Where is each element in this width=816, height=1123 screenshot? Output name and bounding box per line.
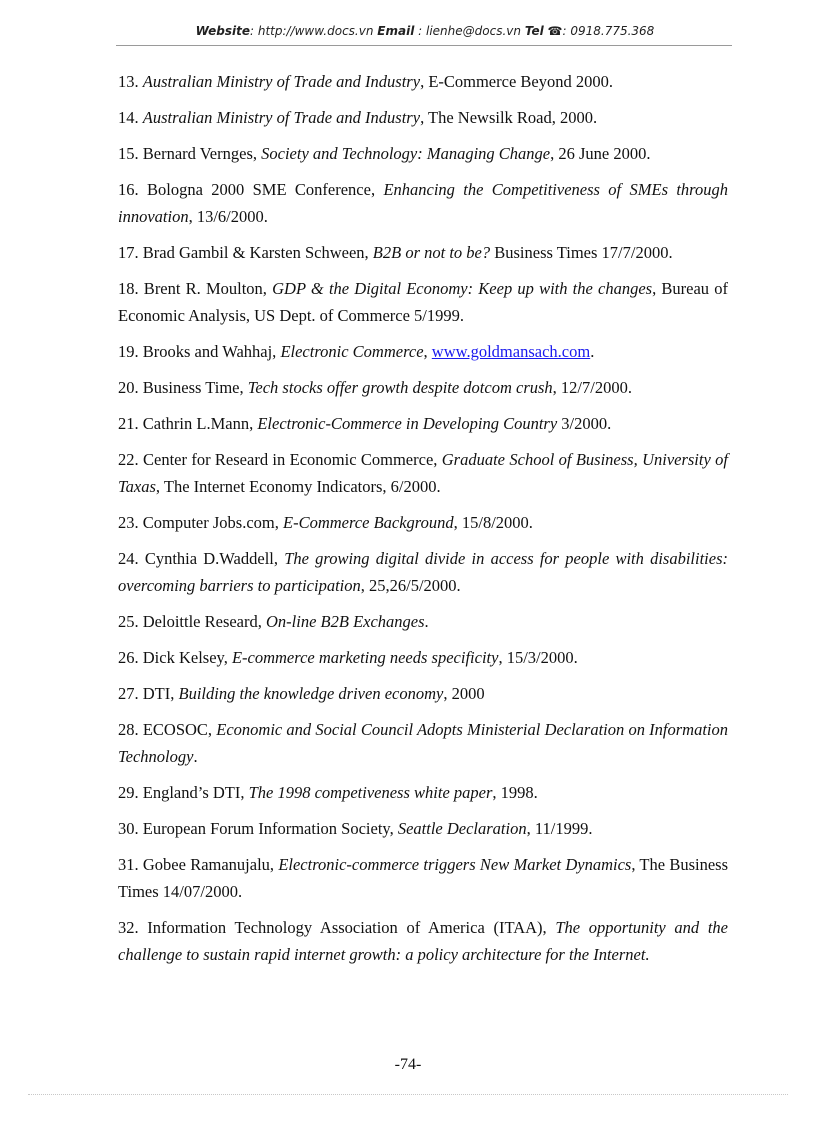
ref-title: Seattle Declaration [397, 819, 527, 838]
reference-item [118, 275, 728, 329]
reference-item [118, 680, 728, 707]
ref-title: Tech stocks offer growth despite dotcom crush [247, 378, 553, 397]
ref-title: GDP & the Digital Economy: Keep up with the changes [272, 279, 653, 298]
ref-title: Electronic Commerce [280, 342, 424, 361]
ref-text: 21. Cathrin L.Mann, [118, 414, 258, 433]
phone-icon: ☎ [547, 24, 563, 38]
ref-title: Electronic-commerce triggers New Market Dynamics [278, 855, 632, 874]
ref-title: E-Commerce Background [283, 513, 454, 532]
reference-item [118, 239, 728, 266]
ref-text: Business Times 17/7/2000. [490, 243, 673, 262]
ref-title: Graduate School of Business, University of Taxas [118, 450, 728, 496]
reference-item [118, 545, 728, 599]
ref-text: . [424, 612, 429, 631]
ref-text: 16. Bologna 2000 SME Conference, [118, 180, 384, 199]
ref-title: The opportunity and the challenge to sustain rapid internet growth: a policy architecture for the Internet. [118, 918, 728, 964]
ref-text: 29. England’s DTI, [118, 783, 249, 802]
email-label: Email [377, 24, 415, 38]
ref-title: The growing digital divide in access for people with disabilities: overcoming barriers to participation [118, 549, 728, 595]
reference-item [118, 851, 728, 905]
ref-text: 3/2000. [557, 414, 612, 433]
ref-text: 30. European Forum Information Society, [118, 819, 398, 838]
header-divider [116, 45, 732, 46]
reference-item [118, 446, 728, 500]
ref-text: 14. [118, 108, 143, 127]
ref-title: Australian Ministry of Trade and Industry [142, 108, 421, 127]
ref-text: , The Newsilk Road, 2000. [420, 108, 598, 127]
email-value: : lienhe@docs.vn [418, 24, 521, 38]
ref-text: , 1998. [492, 783, 538, 802]
ref-title: B2B or not to be? [372, 243, 491, 262]
reference-item [118, 68, 728, 95]
ref-text: 13. [118, 72, 143, 91]
reference-item [118, 374, 728, 401]
ref-title: E-commerce marketing needs specificity [231, 648, 499, 667]
ref-text: 27. DTI, [118, 684, 179, 703]
ref-title: Electronic-Commerce in Developing Country [257, 414, 558, 433]
ref-text: , 11/1999. [526, 819, 593, 838]
reference-item [118, 779, 728, 806]
reference-item [118, 914, 728, 968]
ref-text: 23. Computer Jobs.com, [118, 513, 283, 532]
ref-text: 15. Bernard Vernges, [118, 144, 262, 163]
ref-text: 19. Brooks and Wahhaj, [118, 342, 281, 361]
reference-item [118, 509, 728, 536]
reference-item [118, 644, 728, 671]
footer-divider [28, 1094, 788, 1095]
tel-label: Tel [524, 24, 544, 38]
ref-text: 25. Deloittle Researd, [118, 612, 267, 631]
reference-item [118, 815, 728, 842]
ref-title: Enhancing the Competitiveness of SMEs through innovation [118, 180, 728, 226]
ref-text: , 13/6/2000. [188, 207, 268, 226]
ref-text: , 15/8/2000. [453, 513, 533, 532]
tel-value: : 0918.775.368 [562, 24, 655, 38]
reference-item [118, 410, 728, 437]
page-header [118, 24, 732, 38]
reference-item [118, 716, 728, 770]
ref-text: 31. Gobee Ramanujalu, [118, 855, 279, 874]
ref-text: , 2000 [443, 684, 485, 703]
ref-text: . [590, 342, 595, 361]
ref-title: Society and Technology: Managing Change [261, 144, 551, 163]
ref-text: 28. ECOSOC, [118, 720, 217, 739]
website-label: Website [195, 24, 250, 38]
ref-title: The 1998 competiveness white paper [248, 783, 493, 802]
ref-text: 24. Cynthia D.Waddell, [118, 549, 285, 568]
ref-text: 26. Dick Kelsey, [118, 648, 232, 667]
ref-text: , 25,26/5/2000. [360, 576, 461, 595]
reference-list [118, 68, 728, 977]
ref-title: Australian Ministry of Trade and Industry [142, 72, 421, 91]
ref-text: 18. Brent R. Moulton, [118, 279, 273, 298]
ref-text: , E-Commerce Beyond 2000. [420, 72, 613, 91]
reference-item [118, 140, 728, 167]
ref-text: 17. Brad Gambil & Karsten Schween, [118, 243, 373, 262]
ref-title: Economic and Social Council Adopts Ministerial Declaration on Information Technology [118, 720, 728, 766]
ref-title: Building the knowledge driven economy [178, 684, 444, 703]
ref-title: On-line B2B Exchanges [266, 612, 425, 631]
reference-item [118, 608, 728, 635]
website-value: : http://www.docs.vn [250, 24, 374, 38]
ref-text: , The Internet Economy Indicators, 6/2000. [155, 477, 441, 496]
reference-item [118, 338, 728, 365]
reference-item [118, 104, 728, 131]
reference-item [118, 176, 728, 230]
ref-text: , Bureau of Economic Analysis, US Dept. of Commerce 5/1999. [118, 279, 728, 325]
ref-text: 32. Information Technology Association of America (ITAA), [118, 918, 556, 937]
ref-text: . [193, 747, 198, 766]
ref-text: , The Business Times 14/07/2000. [118, 855, 729, 901]
page-number: -74- [394, 1056, 422, 1073]
ref-text: 20. Business Time, [118, 378, 248, 397]
ref-text: , 15/3/2000. [498, 648, 578, 667]
ref-text: , 12/7/2000. [552, 378, 632, 397]
ref-link[interactable]: www.goldmansach.com [431, 342, 591, 361]
ref-text: , 26 June 2000. [550, 144, 651, 163]
ref-text: 22. Center for Researd in Economic Commerce, [118, 450, 442, 469]
ref-text: , [423, 342, 432, 361]
